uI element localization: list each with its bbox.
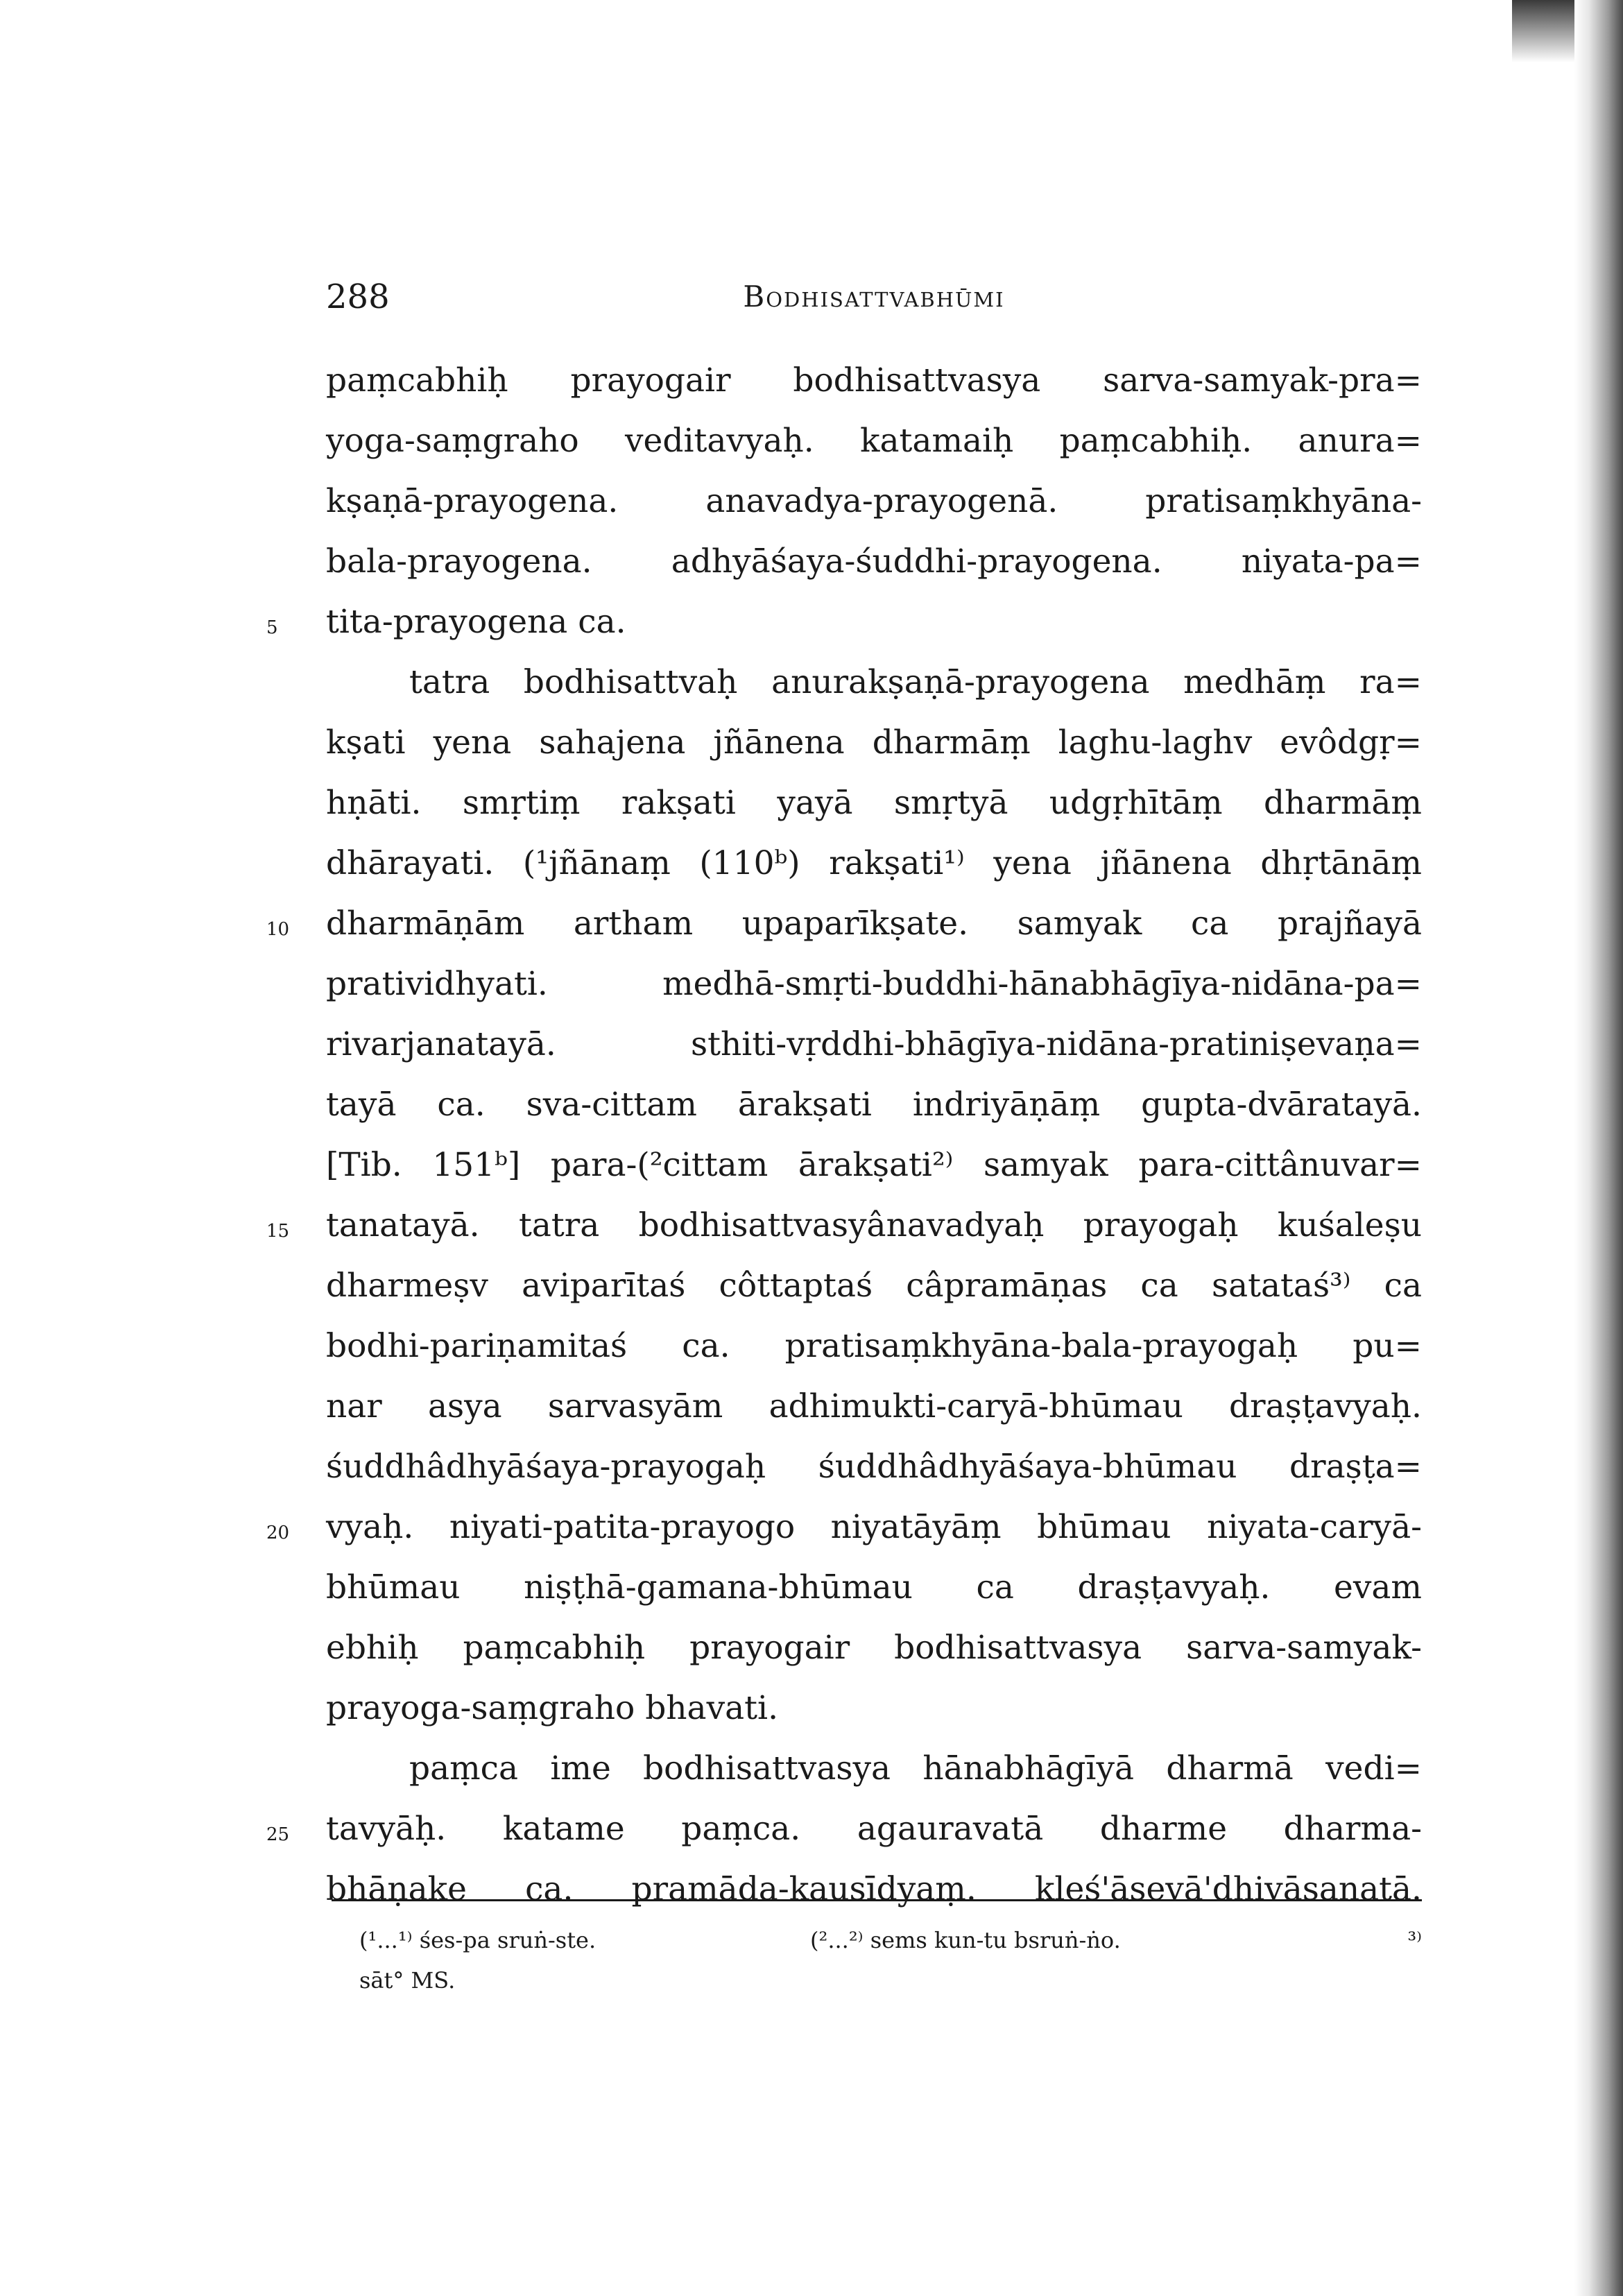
text-line-11: [326, 954, 1422, 1014]
text-line-17: [326, 1316, 1422, 1376]
text-line-13: [326, 1074, 1422, 1135]
line-number: 25: [266, 1824, 290, 1845]
text-line-20: [266, 1497, 1422, 1557]
line-text: tatra bodhisattvaḥ anurakṣaṇā-prayogena medhāṃ ra=: [409, 663, 1422, 701]
text-line-2: [326, 411, 1422, 471]
line-text: nar asya sarvasyām adhimukti-caryā-bhūmau draṣṭavyaḥ.: [326, 1387, 1422, 1425]
text-line-24: [326, 1738, 1422, 1799]
line-text: yoga-saṃgraho veditavyaḥ. katamaiḥ paṃcabhiḥ. anura=: [326, 422, 1422, 460]
footnote-line-2: [359, 1960, 1422, 2001]
text-line-8: [326, 773, 1422, 833]
line-text: vyaḥ. niyati-patita-prayogo niyatāyāṃ bhūmau niyata-caryā-: [326, 1508, 1422, 1546]
running-title: Bodhisattvabhūmi: [743, 280, 1005, 314]
line-text: dharmāṇām artham upaparīkṣate. samyak ca prajñayā: [326, 905, 1422, 943]
text-line-6: [326, 652, 1422, 712]
line-number: 15: [266, 1221, 290, 1242]
line-text: bhūmau niṣṭhā-gamana-bhūmau ca draṣṭavyaḥ. evam: [326, 1568, 1422, 1607]
text-line-26: [326, 1859, 1422, 1919]
footnote-3-marker: ³⁾: [1407, 1927, 1422, 1953]
line-text: paṃcabhiḥ prayogair bodhisattvasya sarva-samyak-pra=: [326, 361, 1422, 400]
text-line-7: [326, 712, 1422, 773]
line-text: pratividhyati. medhā-smṛti-buddhi-hānabhāgīya-nidāna-pa=: [326, 965, 1422, 1003]
footnote-1: (¹...¹⁾ śes-pa sruṅ-ste.: [359, 1927, 596, 1953]
line-text: ebhiḥ paṃcabhiḥ prayogair bodhisattvasya sarva-samyak-: [326, 1629, 1422, 1667]
line-text: tavyāḥ. katame paṃca. agauravatā dharme dharma-: [326, 1810, 1422, 1848]
line-text: bodhi-pariṇamitaś ca. pratisaṃkhyāna-bala-prayogaḥ pu=: [326, 1327, 1422, 1365]
footnotes: [359, 1920, 1422, 2001]
line-text: tayā ca. sva-cittam ārakṣati indriyāṇāṃ gupta-dvāratayā.: [326, 1086, 1422, 1124]
line-text: śuddhâdhyāśaya-prayogaḥ śuddhâdhyāśaya-bhūmau draṣṭa=: [326, 1448, 1422, 1486]
footnote-rule: [332, 1899, 1422, 1901]
text-line-18: [326, 1376, 1422, 1437]
text-line-15: [266, 1195, 1422, 1256]
footnote-2: (²...²⁾ sems kun-tu bsruṅ-ṅo.: [810, 1927, 1121, 1953]
main-text: [266, 350, 1422, 1919]
line-text: bhāṇake ca. pramāda-kausīdyaṃ. kleś'āsevā'dhivāsanatā.: [326, 1870, 1422, 1908]
line-text: bala-prayogena. adhyāśaya-śuddhi-prayogena. niyata-pa=: [326, 542, 1422, 581]
line-text: paṃca ime bodhisattvasya hānabhāgīyā dharmā vedi=: [409, 1749, 1422, 1788]
line-number: 20: [266, 1523, 290, 1543]
page-number: 288: [326, 277, 390, 316]
scan-page-edge: [1574, 0, 1623, 2296]
text-line-3: [326, 471, 1422, 531]
text-line-21: [326, 1557, 1422, 1618]
text-line-25: [266, 1799, 1422, 1859]
text-line-16: [326, 1256, 1422, 1316]
line-number: 10: [266, 919, 290, 940]
text-line-10: [266, 893, 1422, 954]
line-text: rivarjanatayā. sthiti-vṛddhi-bhāgīya-nidāna-pratiniṣevaṇa=: [326, 1025, 1422, 1063]
line-text: tanatayā. tatra bodhisattvasyânavadyaḥ prayogaḥ kuśaleṣu: [326, 1206, 1422, 1244]
line-text: dhārayati. (¹jñānaṃ (110ᵇ) rakṣati¹⁾ yena jñānena dhṛtānāṃ: [326, 844, 1422, 882]
text-line-9: [326, 833, 1422, 893]
text-line-4: [326, 531, 1422, 592]
line-text: kṣati yena sahajena jñānena dharmāṃ laghu-laghv evôdgṛ=: [326, 723, 1422, 762]
text-line-22: [326, 1618, 1422, 1678]
text-line-14: [326, 1135, 1422, 1195]
text-line-23: [326, 1678, 1422, 1738]
line-text: hṇāti. smṛtiṃ rakṣati yayā smṛtyā udgṛhītāṃ dharmāṃ: [326, 784, 1422, 822]
line-text: dharmeṣv aviparītaś côttaptaś câpramāṇas ca satataś³⁾ ca: [326, 1267, 1422, 1305]
line-text: tita-prayogena ca.: [326, 603, 626, 641]
text-line-1: [326, 350, 1422, 411]
text-line-19: [326, 1437, 1422, 1497]
page-header: [326, 273, 1422, 321]
text-line-12: [326, 1014, 1422, 1074]
line-text: prayoga-saṃgraho bhavati.: [326, 1689, 779, 1727]
line-text: [Tib. 151ᵇ] para-(²cittam ārakṣati²⁾ samyak para-cittânuvar=: [326, 1146, 1422, 1184]
footnote-line-1: [359, 1920, 1422, 1960]
line-text: kṣaṇā-prayogena. anavadya-prayogenā. pratisaṃkhyāna-: [326, 482, 1422, 520]
line-number: 5: [266, 617, 278, 638]
footnote-3-text: sāt° MS.: [359, 1967, 456, 1994]
text-line-5: [266, 592, 1422, 652]
